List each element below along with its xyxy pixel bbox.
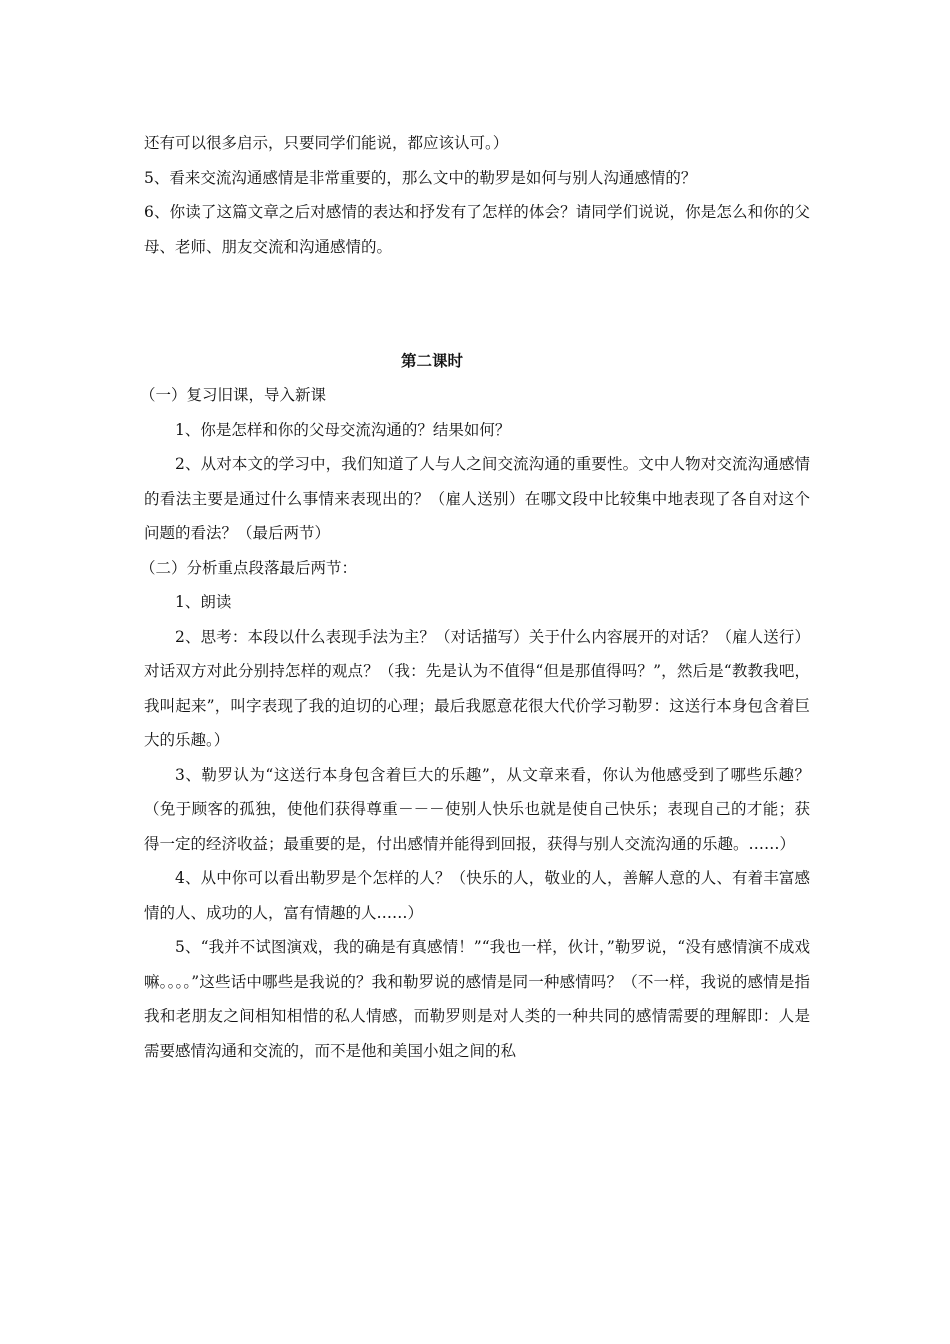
- part-2-item-3: 3、勒罗认为“这送行本身包含着巨大的乐趣”，从文章来看，你认为他感受到了哪些乐趣？（免于顾客的孤独，使他们获得尊重－－－使别人快乐也就是使自己快乐；表现自己的才能；获得一定的经济收益；最重要的是，付出感情并能得到回报，获得与别人交流沟通的乐趣。……）: [144, 765, 810, 853]
- part-2-item-5: 5、“我并不试图演戏，我的确是有真感情！”“我也一样，伙计，”勒罗说，“没有感情演不成戏嘛。。。。”这些话中哪些是我说的？我和勒罗说的感情是同一种感情吗？（不一样，我说的感情是指我和老朋友之间相知相惜的私人情感，而勒罗则是对人类的一种共同的感情需要的理解即：人是需要感情沟通和交流的，而不是他和美国小姐之间的私: [144, 938, 810, 1060]
- part-1-item-2: 2、从对本文的学习中，我们知道了人与人之间交流沟通的重要性。文中人物对交流沟通感情的看法主要是通过什么事情来表现出的？（雇人送别）在哪文段中比较集中地表现了各自对这个问题的看法？（最后两节）: [144, 455, 810, 542]
- lesson-2-section: [140, 344, 810, 1068]
- part-1-heading: （一）复习旧课，导入新课: [140, 386, 327, 404]
- lesson-title: 第二课时: [400, 351, 463, 370]
- part-2-item-2: 2、思考：本段以什么表现手法为主？（对话描写）关于什么内容展开的对话？（雇人送行）对话双方对此分别持怎样的观点？（我：先是认为不值得“但是那值得吗？”，然后是“教教我吧，我叫起来”，叫字表现了我的迫切的心理；最后我愿意花很大代价学习勒罗：这送行本身包含着巨大的乐趣。）: [144, 627, 810, 749]
- part-1-item-1: 1、你是怎样和你的父母交流沟通的？结果如何？: [175, 420, 511, 439]
- question-5: 5、看来交流沟通感情是非常重要的，那么文中的勒罗是如何与别人沟通感情的？: [144, 168, 697, 187]
- paragraph-continuation: 还有可以很多启示，只要同学们能说，都应该认可。）: [144, 134, 509, 152]
- part-2-heading: （二）分析重点段落最后两节：: [140, 558, 358, 577]
- section-top: [144, 126, 810, 264]
- part-2-item-1: 1、朗读: [175, 593, 232, 611]
- part-2-item-4: 4、从中你可以看出勒罗是个怎样的人？（快乐的人，敬业的人，善解人意的人、有着丰富感情的人、成功的人，富有情趣的人……）: [144, 869, 810, 922]
- question-6: 6、你读了这篇文章之后对感情的表达和抒发有了怎样的体会？请同学们说说，你是怎么和你的父母、老师、朋友交流和沟通感情的。: [144, 203, 810, 256]
